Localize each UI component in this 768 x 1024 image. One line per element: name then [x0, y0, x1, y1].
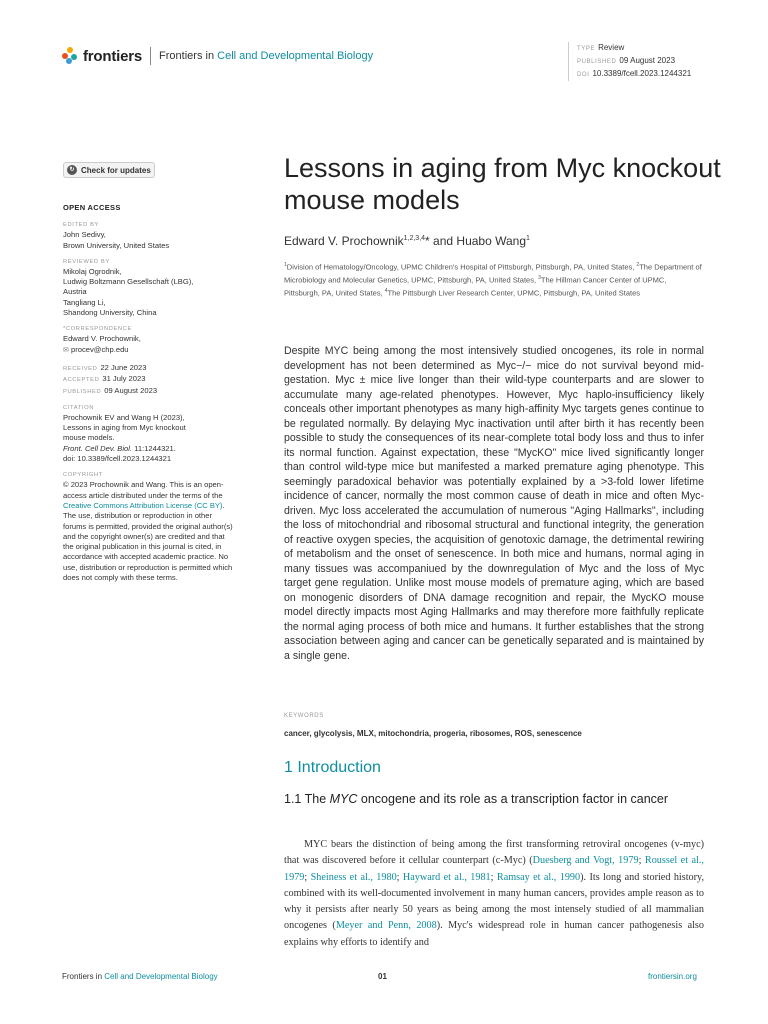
citation: CITATION Prochownik EV and Wang H (2023), Lessons in aging from Myc knockout mouse models. Front. Cell Dev. Biol. 11:1244321. doi: 10.3389/fcell.2023.1244321	[63, 404, 186, 464]
body-text: ;	[304, 871, 311, 883]
frontiers-logo[interactable]	[62, 47, 373, 65]
abstract: Despite MYC being among the most intensively studied oncogenes, its role in normal development has not been determined as Myc−/− mice do not survival beyond mid-gestation. Myc ± mice live longer than their wild-type counterparts and are slower to accumulate many age-related phenotypes. However, Myc haplo-insufficiency likely conceals other important phenotypes as many high-affinity Myc targets genes continue to be regulated normally. By delaying Myc inactivation until after birth it has recently been possible to study the consequences of its near-complete total body loss and thus to infer its normal function. Against expectation, these "MycKO" mice lived significantly longer than control wild-type mice but manifested a marked premature aging phenotype. This seemingly paradoxical behavior was potentially explained by a >3-fold lower lifetime incidence of cancer, normally the most common cause of death in mice and often Myc-driven. Myc loss accelerated the accumulation of numerous "Aging Hallmarks", including the loss of mitochondrial and ribosomal structural and functional integrity, the generation of reactive oxygen species, the acquisition of genotoxic damage, the detrimental rewiring of metabolism and the onset of senescence. In both mice and humans, normal aging in many tissues was accompaniued by the downregulation of Myc and the loss of Myc target gene regulation. Unlike most mouse models of premature aging, which are based on monogenic disorders of DNA damage recognition and repair, the MycKO mouse model directly impacts most Aging Hallmarks and may therefore more faithfully replicate the normal aging process of both mice and humans. It further establishes that the strong association between aging and cancer can be genetically separated and is maintained by a single gene.	[284, 345, 704, 662]
article-meta: TYPE Review PUBLISHED 09 August 2023 DOI 10.3389/fcell.2023.1244321	[568, 42, 691, 81]
dates: RECEIVED 22 June 2023 ACCEPTED 31 July 2023 PUBLISHED 09 August 2023	[63, 362, 158, 395]
check-for-updates-button[interactable]: ↻ Check for updates	[63, 162, 155, 178]
authors: Edward V. Prochownik$^{1,2,3,4}$* and Huabo Wang$^1$	[284, 234, 530, 248]
section-heading: 1 Introduction	[284, 759, 381, 776]
body-text: MYC bears the distinction of being among the first transforming retroviral oncogenes (v-myc) that was discovered before it cellular counterpart (c-Myc) (	[284, 839, 704, 867]
reviewed-by: REVIEWED BY Mikolaj Ogrodnik, Ludwig Boltzmann Gesellschaft (LBG), Austria Tangliang Li, Shandong University, China	[63, 258, 194, 318]
article-type: Review	[598, 43, 625, 52]
body-paragraph	[284, 837, 704, 951]
subsection-heading: 1.1 The MYC oncogene and its role as a transcription factor in cancer	[284, 792, 669, 806]
edited-by: EDITED BY John Sedivy, Brown University, United States	[63, 222, 170, 250]
cc-by-link[interactable]: Creative Commons Attribution License (CC BY)	[63, 500, 223, 510]
page-number: 01	[378, 972, 387, 981]
citation-link[interactable]: Roussel et al., 1979	[284, 855, 704, 883]
affiliations: $^1$Division of Hematology/Oncology, UPMC Children's Hospital of Pittsburgh, Pittsburgh, PA, United States, $^2$The Department of Microbiology and Molecular Genetics, UPMC, Pittsburgh, PA, United States, $^3$The Hillman Cancer Center of UPMC, Pittsburgh, PA, United States, $^4$The Pittsburgh Liver Research Center, UPMC, Pittsburgh, PA, United States	[284, 262, 702, 298]
citation-link[interactable]: Meyer and Penn, 2008	[335, 920, 437, 932]
journal-name[interactable]: Frontiers in Cell and Developmental Biology	[159, 50, 374, 62]
logo-wordmark: frontiers	[83, 47, 143, 65]
body-text: ;	[490, 871, 497, 883]
article-title: Lessons in aging from Myc knockout mouse models	[284, 153, 721, 215]
email-icon: ✉	[63, 346, 69, 354]
citation-link[interactable]: Sheiness et al., 1980	[310, 871, 397, 883]
correspondence-email[interactable]: procev@chp.edu	[71, 344, 129, 354]
keywords-label: KEYWORDS	[284, 713, 324, 719]
citation-link[interactable]: Ramsay et al., 1990	[496, 871, 581, 883]
published-date: 09 August 2023	[619, 56, 676, 65]
body-text: ). Its long and storied history, combined with its well-documented involvement in many human cancers, provides ample reason as to why it persists after nearly 50 years as being among the most intensely studied of all mammalian oncogenes (	[284, 871, 705, 932]
correspondence: *CORRESPONDENCE Edward V. Prochownik, ✉ procev@chp.edu	[63, 326, 141, 354]
update-icon: ↻	[67, 165, 77, 175]
copyright: COPYRIGHT © 2023 Prochownik and Wang. This is an open-access article distributed under the terms of the Creative Commons Attribution License (CC BY). The use, distribution or reproduction in other forums is permitted, provided the original author(s) and the copyright owner(s) are credited and that the original publication in this journal is cited, in accordance with accepted academic practice. No use, distribution or reproduction is permitted which does not comply with these terms.	[63, 472, 233, 583]
footer-site-link[interactable]: frontiersin.org	[648, 972, 697, 981]
sidebar-info	[63, 203, 238, 590]
citation-link[interactable]: Duesberg and Vogt, 1979	[532, 855, 639, 867]
open-access-label: OPEN ACCESS	[63, 203, 121, 212]
author-name[interactable]: Edward V. Prochownik	[284, 234, 404, 248]
frontiers-logo-icon	[62, 47, 78, 65]
footer-journal: Frontiers in Cell and Developmental Biology	[62, 972, 218, 981]
doi[interactable]: 10.3389/fcell.2023.1244321	[592, 69, 692, 78]
body-text: ). Myc's widespread role in human cancer pathogenesis also explains why efforts to identify and	[284, 920, 704, 948]
citation-link[interactable]: Hayward et al., 1981	[402, 871, 491, 883]
logo-separator	[150, 47, 151, 65]
body-text: ;	[396, 871, 403, 883]
body-text: ;	[638, 855, 645, 867]
keywords: cancer, glycolysis, MLX, mitochondria, progeria, ribosomes, ROS, senescence	[284, 729, 582, 738]
